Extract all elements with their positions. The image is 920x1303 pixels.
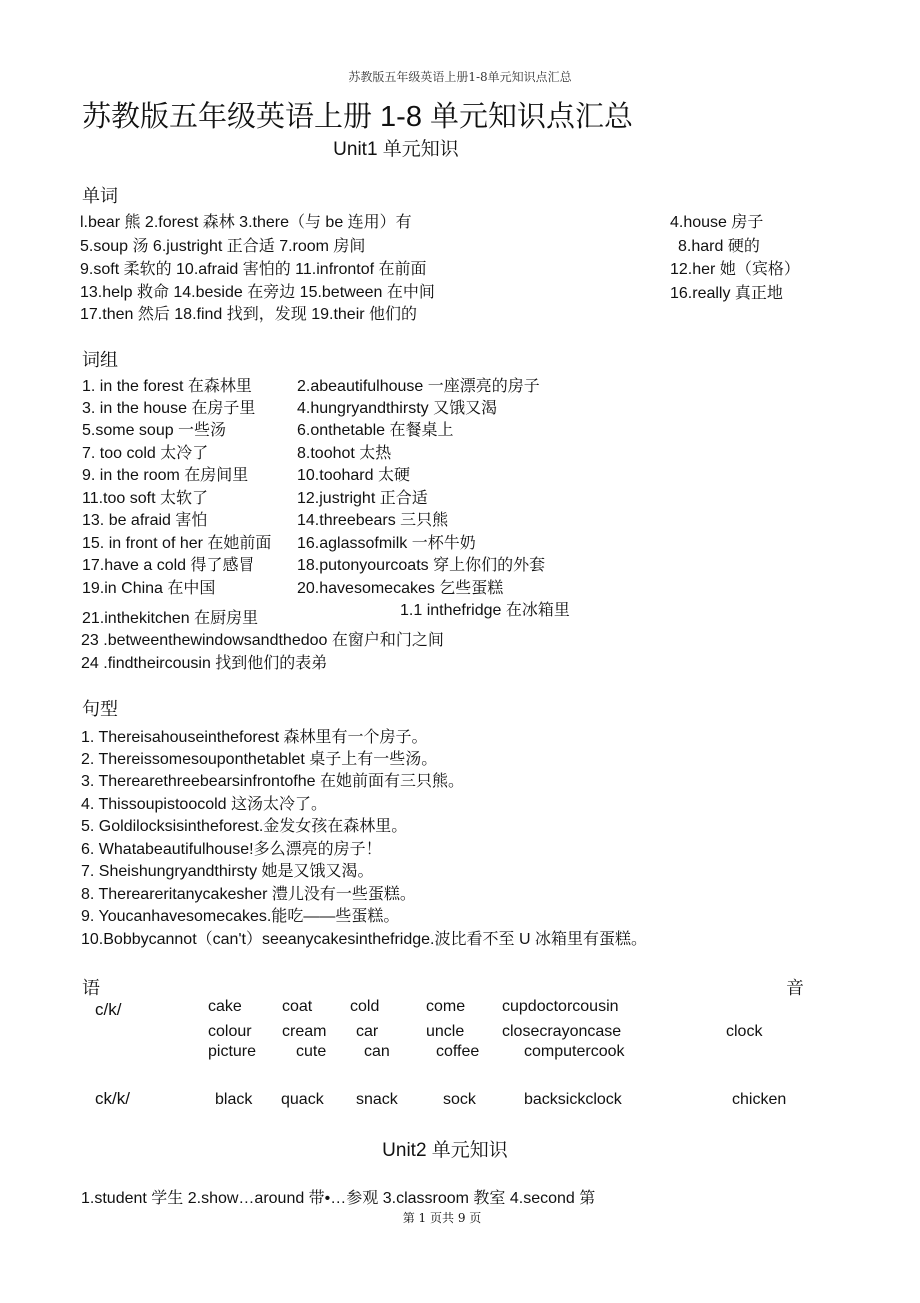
phrase-item: 14.threebears 三只熊	[297, 512, 449, 529]
sentence-item: 3. Therearethreebearsinfrontofhe 在她前面有三只熊。	[81, 773, 464, 790]
phonetic-word: cute	[296, 1043, 327, 1060]
sentence-item: 4. Thissoupistoocold 这汤太冷了。	[81, 796, 328, 813]
page-header: 苏教版五年级英语上册1-8单元知识点汇总	[348, 70, 572, 84]
phonetics-label-left: 语	[82, 978, 100, 998]
phonetic-word: colour	[208, 1023, 252, 1040]
unit1-heading: Unit1 单元知识	[333, 139, 459, 160]
phrase-item: 6.onthetable 在餐桌上	[297, 422, 454, 439]
unit2-words-line: 1.student 学生 2.show…around 带•…参观 3.classroom 教室 4.second 第	[81, 1190, 596, 1207]
phrase-item: 1. in the forest 在森林里	[82, 378, 252, 395]
phonetic-word: coffee	[436, 1043, 480, 1060]
phonetic-word: black	[215, 1091, 253, 1108]
sentences-section-label: 句型	[82, 699, 118, 719]
words-line: 13.help 救命 14.beside 在旁边 15.between 在中间	[80, 284, 435, 301]
sentence-item: 7. Sheishungryandthirsty 她是又饿又渴。	[81, 863, 374, 880]
phonetic-word: picture	[208, 1043, 257, 1060]
phrase-item: 23 .betweenthewindowsandthedoo 在窗户和门之间	[81, 632, 444, 649]
unit2-heading: Unit2 单元知识	[382, 1140, 508, 1161]
words-line: l.bear 熊 2.forest 森林 3.there（与 be 连用）有	[80, 214, 412, 231]
phrase-item: 8.toohot 太热	[297, 445, 392, 462]
sentence-item: 9. Youcanhavesomecakes.能吃——些蛋糕。	[81, 908, 400, 925]
phrase-item: 3. in the house 在房子里	[82, 400, 256, 417]
phrase-item: 13. be afraid 害怕	[82, 512, 208, 529]
words-line: 5.soup 汤 6.justright 正合适 7.room 房间	[80, 238, 366, 255]
phonetic-word: can	[364, 1043, 390, 1060]
phrase-item: 16.aglassofmilk 一杯牛奶	[297, 535, 476, 552]
phonetic-word: computercook	[524, 1043, 625, 1060]
phonetic-word: cold	[350, 998, 380, 1015]
phrase-item: 21.inthekitchen 在厨房里	[82, 610, 259, 627]
phonetic-word: backsickclock	[524, 1091, 622, 1108]
document-title: 苏教版五年级英语上册 1-8 单元知识点汇总	[82, 101, 634, 133]
phrase-item: 18.putonyourcoats 穿上你们的外套	[297, 557, 546, 574]
phonetic-word: cupdoctorcousin	[502, 998, 619, 1015]
phrase-item: 12.justright 正合适	[297, 490, 428, 507]
phonetic-word: come	[426, 998, 466, 1015]
phrase-item: 24 .findtheircousin 找到他们的表弟	[81, 655, 328, 672]
words-right-item: 8.hard 硬的	[678, 238, 760, 255]
phrase-item: 9. in the room 在房间里	[82, 467, 249, 484]
page-footer: 第 1 页共 9 页	[402, 1211, 482, 1225]
phrase-item: 17.have a cold 得了感冒	[82, 557, 255, 574]
phonetic-word: quack	[281, 1091, 324, 1108]
phrase-item: 5.some soup 一些汤	[82, 422, 227, 439]
words-right-item: 4.house 房子	[670, 214, 764, 231]
phrases-section-label: 词组	[82, 350, 118, 370]
phonetic-word: chicken	[732, 1091, 787, 1108]
words-right-item: 16.really 真正地	[670, 285, 783, 302]
phrase-item: 20.havesomecakes 乞些蛋糕	[297, 580, 504, 597]
phrase-item: 10.toohard 太硬	[297, 467, 410, 484]
sentence-item: 10.Bobbycannot（can't）seeanycakesinthefridge.波比看不至 U 冰箱里有蛋糕。	[81, 931, 647, 948]
phonetic-word: closecrayoncase	[502, 1023, 622, 1040]
phonetic-word: snack	[356, 1091, 398, 1108]
phrase-item: 19.in China 在中国	[82, 580, 216, 597]
phonetic-word: cake	[208, 998, 242, 1015]
phonetic-word: cream	[282, 1023, 327, 1040]
sentence-item: 8. Therearеritanycakesher 澧儿没有一些蛋糕。	[81, 886, 416, 903]
phonetic-word: uncle	[426, 1023, 465, 1040]
phonetic-word: clock	[726, 1023, 763, 1040]
words-right-item: 12.her 她（宾格）	[670, 261, 800, 278]
phonetic-label: ck/k/	[95, 1089, 130, 1108]
sentence-item: 6. Whatabeautifulhouse!多么漂亮的房子！	[81, 841, 382, 858]
phrase-item: 1.1 inthefridge 在冰箱里	[400, 602, 570, 619]
phrase-item: 7. too cold 太冷了	[82, 445, 209, 462]
words-line: 9.soft 柔软的 10.afraid 害怕的 11.infrontof 在前面	[80, 261, 427, 278]
phonetic-label: c/k/	[95, 1000, 122, 1019]
sentence-item: 5. Goldilocksisintheforest.金发女孩在森林里。	[81, 818, 408, 835]
phonetic-word: coat	[282, 998, 313, 1015]
sentence-item: 1. Thereisahouseintheforest 森林里有一个房子。	[81, 729, 428, 746]
words-line: 17.then 然后 18.find 找到，发现 19.their 他们的	[80, 306, 418, 323]
phonetic-word: sock	[443, 1091, 476, 1108]
phrase-item: 2.abeautifulhouse 一座漂亮的房子	[297, 378, 540, 395]
sentence-item: 2. Thereissomesouponthetablet 桌子上有一些汤。	[81, 751, 438, 768]
words-section-label: 单词	[82, 186, 118, 206]
phrase-item: 15. in front of her 在她前面	[82, 535, 272, 552]
phonetics-label-right: 音	[786, 978, 804, 998]
phonetic-word: car	[356, 1023, 379, 1040]
phrase-item: 11.too soft 太软了	[82, 490, 208, 507]
phrase-item: 4.hungryandthirsty 又饿又渴	[297, 400, 498, 417]
